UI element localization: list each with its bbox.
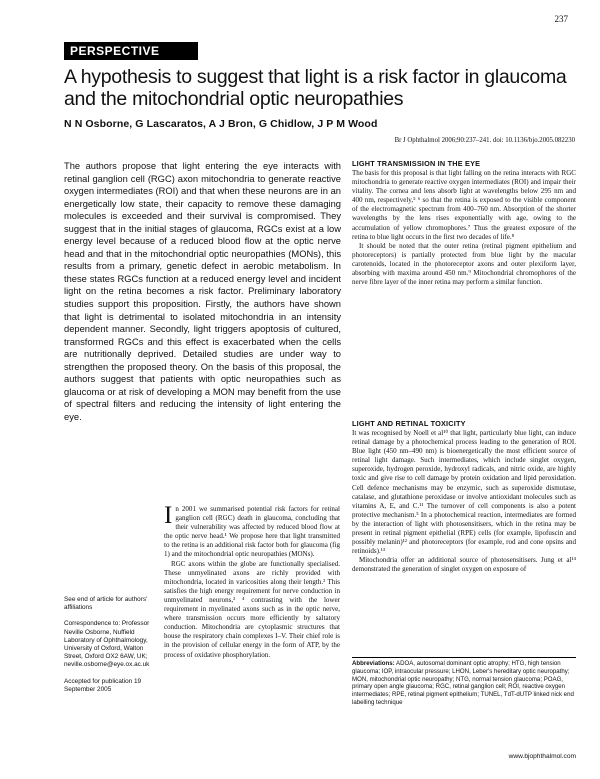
paragraph: The basis for this proposal is that light falling on the retina interacts with RGC mitochondria to generate reactive oxygen intermediates (ROI) and impair their vitality. The cornea and lens absorb light at wavelengths below 295 nm and 400 nm, respectively,⁵ ⁶ so that the retina is exposed to the visible component of the electromagnetic spectrum from 400–760 nm. Absorption of the shorter wavelengths by the lens rises exponentially with age, owing to the accumulation of yellow chromophores.⁷ Thus the greatest exposure of the retina to blue light occurs in the first two decades of life.⁸ [352,169,576,241]
drop-cap: I [164,502,173,529]
section-tag: PERSPECTIVE [64,42,198,60]
section-retinal-toxicity [352,419,576,575]
section-heading: LIGHT TRANSMISSION IN THE EYE [352,159,481,168]
journal-url[interactable]: www.bjophthalmol.com [508,753,576,760]
abbreviations-box [352,657,576,707]
paragraph: In 2001 we summarised potential risk factors for retinal ganglion cell (RGC) death in glaucoma, concluding that their vulnerability was affected by reduced blood flow at the optic nerve head.¹ We propose here that light transmitted to the retina is an additional risk factor both for glaucoma (fig 1) and the mitochondrial optic neuropathies (MONs). [164,502,340,559]
section-heading: LIGHT AND RETINAL TOXICITY [352,419,466,428]
author-list: N N Osborne, G Lascaratos, A J Bron, G Chidlow, J P M Wood [64,118,378,130]
page-number: 237 [554,14,568,24]
accepted-note: Accepted for publication 19 September 2005 [64,677,142,693]
article-title: A hypothesis to suggest that light is a risk factor in glaucoma and the mitochondrial optic neuropathies [64,66,567,110]
abstract: The authors propose that light entering the eye interacts with retinal ganglion cell (RGC) axon mitochondria to generate reactive oxygen intermediates (ROI) and that when these neurons are in an energetically low state, their capacity to remove these damaging molecules is exceeded and their survival is compromised. They suggest that in the initial stages of glaucoma, RGCs exist at a low energy level because of a reduced blood flow at the optic nerve head and that in the mitochondrial optic neuropathies (MONs), this results from a primary, genetic defect in aerobic metabolism. In these states RGCs function at a reduced energy level and incident light on the retina becomes a risk factor. Preliminary laboratory studies support this proposition. Firstly, the authors have shown that light is detrimental to isolated mitochondria in an intensity dependent manner. Secondly, light triggers apoptosis of cultured, transformed RGCs and this effect is exacerbated when the cells are nutritionally deprived. Detailed studies are under way to strengthen the proposed theory. On the basis of this proposal, the authors suggest that patients with optic neuropathies such as glaucoma or at risk of developing a MON may benefit from the use of spectral filters and reducing the intensity of light entering the eye. [64,161,341,422]
paragraph: RGC axons within the globe are functionally specialised. These unmyelinated axons are richly provided with mitochondria, located in varicosities along their length.² This satisfies the high energy requirement for nerve conduction in unmyelinated neurons,³ ⁴ contrasting with the lower requirement in myelinated axons such as in the optic nerve, where transmission occurs more efficiently by saltatory conduction. Mitochondria are cytoplasmic structures that house the respiratory chain complexes I–V. Their chief role is in the provision of cellular energy in the form of ATP, by the process of oxidative phosphorylation. [164,559,340,659]
side-notes [64,596,154,702]
abbreviations-label: Abbreviations: [352,660,395,667]
section-light-transmission [352,159,576,287]
affiliations-note: See end of article for authors' affiliations [64,596,148,612]
journal-citation: Br J Ophthalmol 2006;90:237–241. doi: 10.1136/bjo.2005.082230 [394,137,575,144]
introduction [164,502,340,660]
abbreviations-text: ADOA, autosomal dominant optic atrophy; HTG, high tension glaucoma; IOP, intraocular pressure; LHON, Leber's hereditary optic neuropathy; MON, mitochondrial optic neuropathy; NTG, normal tension glaucoma; POAG, primary open angle glaucoma; RGC, retinal ganglion cell; ROI, reactive oxygen intermediates; RPE, retinal pigment epithelium; TUNEL, TdT-dUTP linked nick end labelling technique [352,660,574,706]
correspondence-note: Correspondence to: Professor Neville Osborne, Nuffield Laboratory of Ophthalmology, University of Oxford, Walton Street, Oxford OX2 6AW, UK; neville.osborne@eye.ox.ac.uk [64,620,150,669]
paragraph: It was recognised by Noell et al¹⁰ that light, particularly blue light, can induce retinal damage by a photochemical process leading to the generation of ROI. Blue light (450 nm–490 nm) is bioenergetically the most efficient source of retinal light damage. Such intermediates, which include singlet oxygen, superoxide, hydrogen peroxide, hydroxyl radicals, and nitric oxide, are highly toxic and give rise to cell damage by protein oxidation and lipid peroxidation. Cell defence mechanisms may be enzymic, such as superoxide dismutase, catalase, and glutathione peroxidase or involve antioxidant molecules such as vitamins A, E, and C.¹¹ The turnover of cell components is also a potent protective mechanism.⁵ In a photochemical reaction, intermediates are formed by the interaction of light with photosensitisers, which in the retina may be present in retinal pigment epithelial (RPE) cells (for example, lipofuscin and possibly melanin)¹² and photoreceptors (for example, rod and cone opsins and retinoids).¹³ [352,429,576,556]
paragraph: It should be noted that the outer retina (retinal pigment epithelium and photoreceptors) is partially protected from blue light by the macular carotenoids, located in the photoreceptor axons and outer plexiform layer, absorbing with maxima around 450 nm.⁹ Mitochondrial chromophores of the nerve fibre layer of the inner retina may perform a similar function. [352,241,576,287]
paragraph: Mitochondria offer an additional source of photosensitisers. Jung et al¹⁴ demonstrated the generation of singlet oxygen on exposure of [352,556,576,574]
